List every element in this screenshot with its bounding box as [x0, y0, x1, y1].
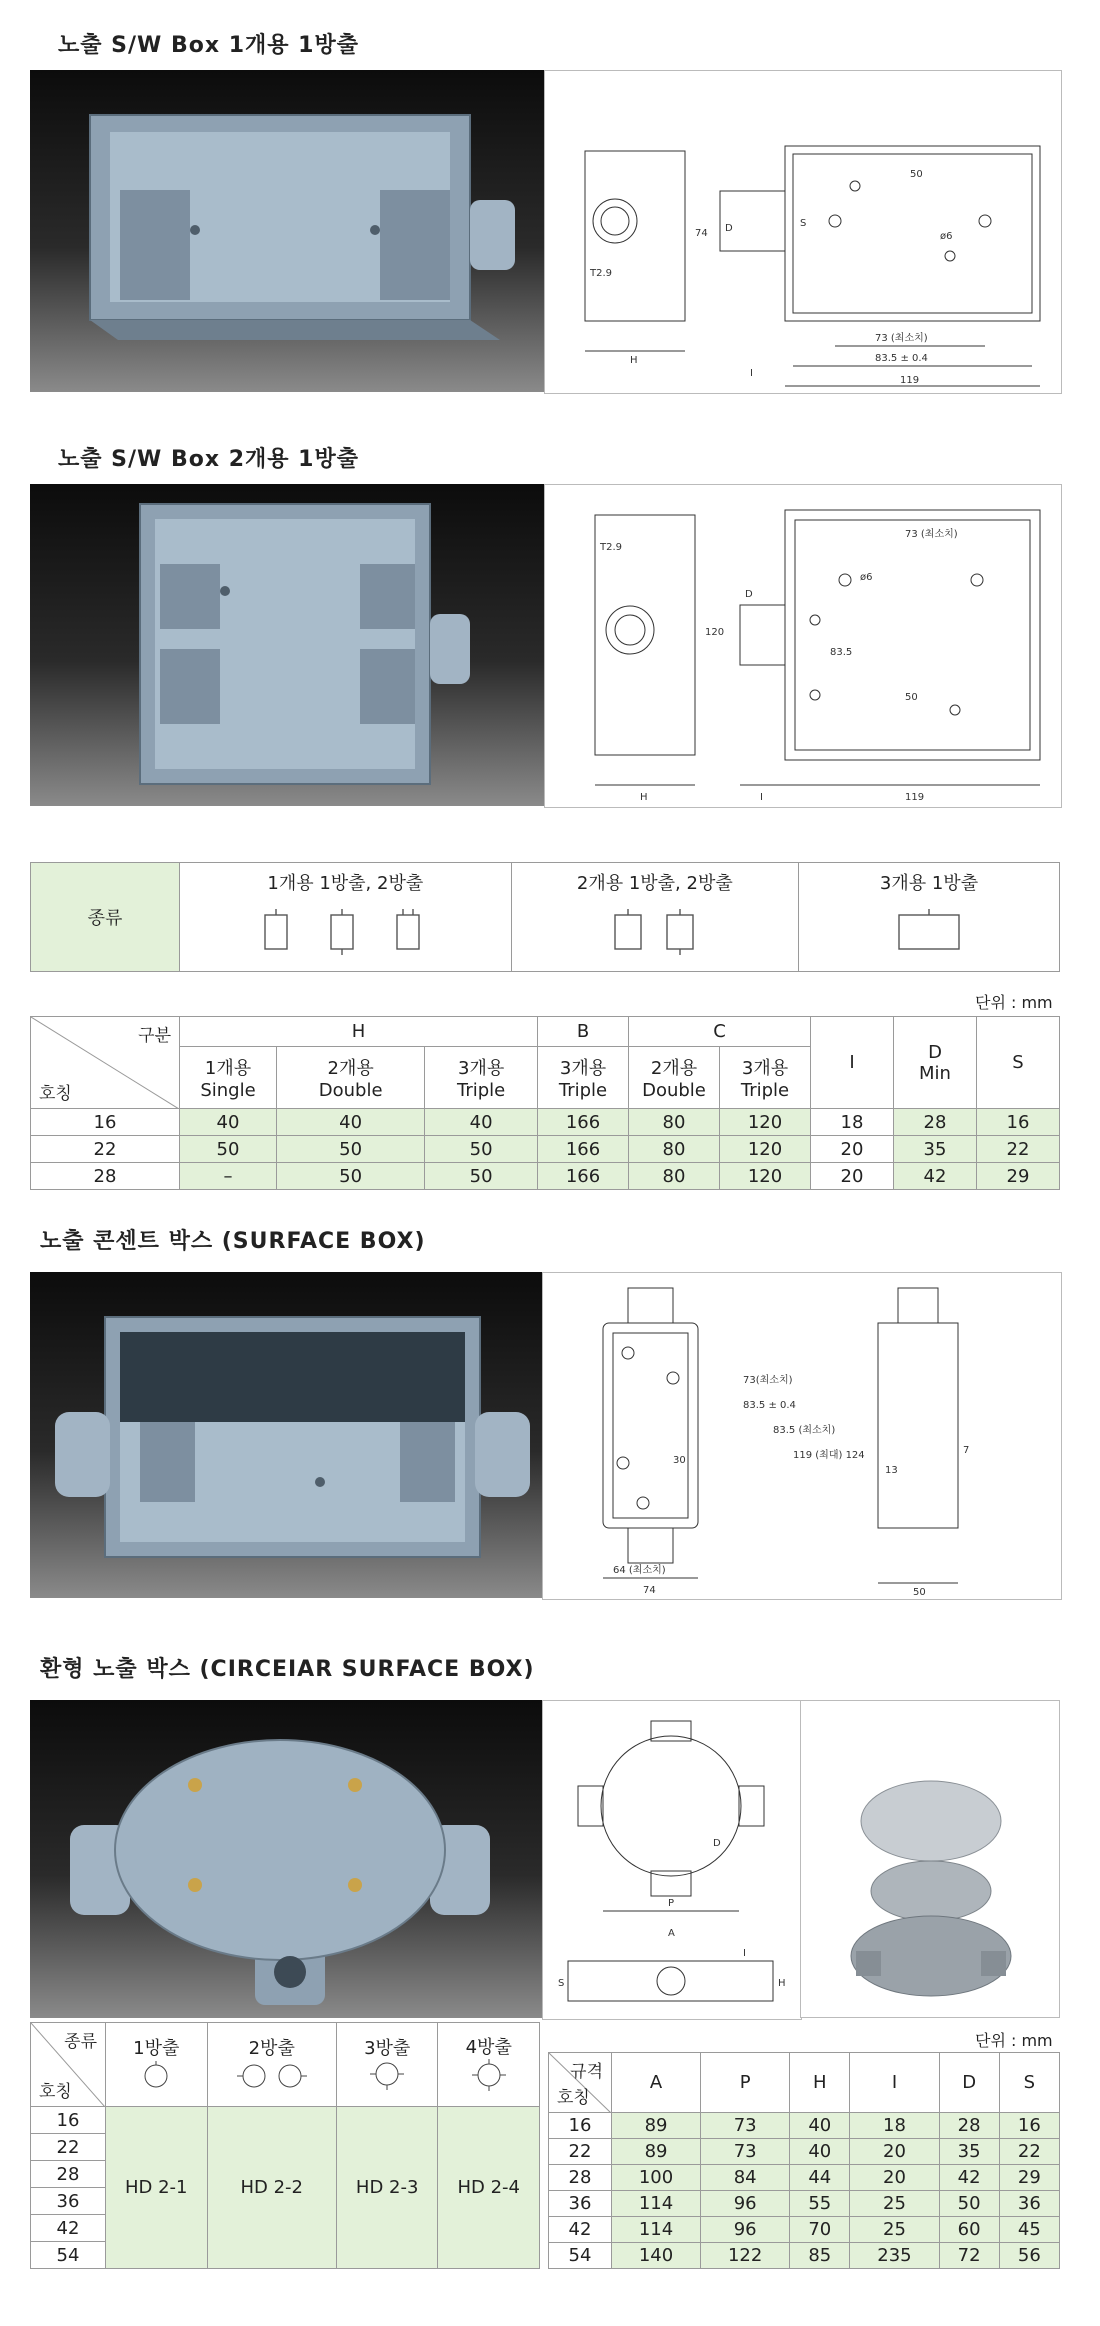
- cell: 25: [850, 2191, 939, 2217]
- dim-label: 74: [643, 1585, 656, 1596]
- cell: 122: [701, 2243, 790, 2269]
- cell: 28: [549, 2165, 612, 2191]
- corner-bottom-label: 호칭: [557, 2088, 590, 2108]
- cell: 96: [701, 2217, 790, 2243]
- cell: 50: [180, 1136, 277, 1163]
- outlet-header: [336, 2023, 438, 2107]
- dim-label: D: [713, 1838, 721, 1849]
- dimension-table: [30, 1016, 1060, 1190]
- cell: 29: [977, 1163, 1060, 1190]
- cell: 20: [850, 2165, 939, 2191]
- section-title-surface: 노출 콘센트 박스 (SURFACE BOX): [40, 1229, 426, 1254]
- cell: 20: [850, 2139, 939, 2165]
- outlet-header-label: 2방출: [248, 2038, 295, 2059]
- type-group-2: [511, 863, 798, 972]
- dim-label: ø6: [940, 231, 953, 242]
- cell: 28: [894, 1109, 977, 1136]
- four-outlet-icon: [464, 2059, 514, 2091]
- technical-drawing-surface: [542, 1272, 1062, 1600]
- dim-label: 119: [905, 792, 925, 803]
- outlet-header: [438, 2023, 540, 2107]
- corner-top-label: 구분: [138, 1026, 171, 1046]
- dim-label: S: [558, 1978, 565, 1989]
- corner-cell: [31, 1017, 180, 1109]
- spec-header: I: [850, 2053, 939, 2113]
- dim-label: D: [725, 223, 733, 234]
- dim-label: 83.5 ± 0.4: [875, 353, 928, 364]
- type-group-label: 3개용 1방출: [879, 873, 979, 894]
- type-group-1: [180, 863, 512, 972]
- cell: 120: [720, 1136, 811, 1163]
- cell: 89: [612, 2139, 701, 2165]
- product-photo-circle: [30, 1700, 542, 2018]
- spec-header: D: [939, 2053, 999, 2113]
- cell: 16: [549, 2113, 612, 2139]
- box-diagram-icon: [255, 907, 435, 957]
- table-row: [549, 2191, 1060, 2217]
- section-title-circle: 환형 노출 박스 (CIRCEIAR SURFACE BOX): [40, 1657, 535, 1682]
- cell: 44: [790, 2165, 850, 2191]
- table-row: [31, 1163, 1060, 1190]
- corner-top-label: 종류: [64, 2032, 97, 2052]
- subheader: 1개용 Single: [180, 1047, 277, 1109]
- product-photo-surface: [30, 1272, 542, 1598]
- table-row: [31, 1109, 1060, 1136]
- dim-label: A: [668, 1928, 675, 1939]
- corner-bottom-label: 호칭: [39, 2082, 72, 2102]
- cell: 29: [999, 2165, 1059, 2191]
- subheader: 3개용 Triple: [425, 1047, 538, 1109]
- dim-label: 13: [885, 1465, 898, 1476]
- product-photo-exploded: [800, 1700, 1060, 2018]
- cell: 42: [939, 2165, 999, 2191]
- cell: 22: [31, 1136, 180, 1163]
- dim-label: 83.5 (최소치): [773, 1425, 836, 1436]
- cell: 22: [977, 1136, 1060, 1163]
- dim-label: 64 (최소치): [613, 1565, 666, 1576]
- cell: 16: [31, 1109, 180, 1136]
- type-header: 종류: [31, 863, 180, 972]
- product-photo-sw2: [30, 484, 544, 806]
- cell: 50: [939, 2191, 999, 2217]
- cell: 40: [277, 1109, 425, 1136]
- dim-label: ø6: [860, 572, 873, 583]
- spec-header: H: [790, 2053, 850, 2113]
- code-cell: HD 2-1: [106, 2107, 208, 2269]
- dim-label: 83.5: [830, 647, 853, 658]
- cell: 50: [425, 1163, 538, 1190]
- cell: 120: [720, 1163, 811, 1190]
- cell: 56: [999, 2243, 1059, 2269]
- cell: 35: [939, 2139, 999, 2165]
- cell: 89: [612, 2113, 701, 2139]
- cell: 18: [850, 2113, 939, 2139]
- corner-bottom-label: 호칭: [39, 1084, 72, 1104]
- subheader: 3개용 Triple: [538, 1047, 629, 1109]
- group-c-header: C: [629, 1017, 811, 1047]
- cell: 114: [612, 2217, 701, 2243]
- box-diagram-icon: [879, 907, 979, 957]
- cell: 166: [538, 1109, 629, 1136]
- size-cell: 22: [31, 2134, 106, 2161]
- cell: 25: [850, 2217, 939, 2243]
- size-cell: 28: [31, 2161, 106, 2188]
- dim-label: 30: [673, 1455, 686, 1466]
- dim-label: 73(최소치): [743, 1375, 793, 1386]
- code-cell: HD 2-3: [336, 2107, 438, 2269]
- cell: 235: [850, 2243, 939, 2269]
- cell: 35: [894, 1136, 977, 1163]
- cell: 80: [629, 1136, 720, 1163]
- dim-label: 50: [913, 1587, 926, 1598]
- cell: 16: [977, 1109, 1060, 1136]
- cell: 54: [549, 2243, 612, 2269]
- spec-header: A: [612, 2053, 701, 2113]
- cell: 85: [790, 2243, 850, 2269]
- cell: 100: [612, 2165, 701, 2191]
- cell: –: [180, 1163, 277, 1190]
- one-outlet-icon: [136, 2060, 176, 2090]
- table-row: [549, 2165, 1060, 2191]
- cell: 140: [612, 2243, 701, 2269]
- type-group-label: 1개용 1방출, 2방출: [267, 873, 424, 894]
- cell: 40: [790, 2139, 850, 2165]
- type-table: [30, 862, 1060, 972]
- corner-top-label: 규격: [570, 2062, 603, 2082]
- cell: 20: [811, 1163, 894, 1190]
- group-b-header: B: [538, 1017, 629, 1047]
- col-s-header: S: [977, 1017, 1060, 1109]
- product-photo-sw1: [30, 70, 544, 392]
- dim-label: T2.9: [600, 542, 623, 553]
- table-row: [549, 2113, 1060, 2139]
- dim-label: I: [750, 368, 753, 379]
- cell: 96: [701, 2191, 790, 2217]
- cell: 166: [538, 1163, 629, 1190]
- spec-table: [548, 2052, 1060, 2269]
- cell: 84: [701, 2165, 790, 2191]
- cell: 40: [425, 1109, 538, 1136]
- outlet-header-label: 4방출: [465, 2037, 512, 2058]
- cell: 22: [549, 2139, 612, 2165]
- cell: 72: [939, 2243, 999, 2269]
- dim-label: D: [745, 589, 753, 600]
- dim-label: H: [640, 792, 648, 803]
- unit-label: 단위 : mm: [975, 2031, 1053, 2050]
- two-outlet-icon: [232, 2060, 312, 2090]
- cell: 42: [549, 2217, 612, 2243]
- table-row: [549, 2139, 1060, 2165]
- cell: 45: [999, 2217, 1059, 2243]
- dim-label: H: [630, 355, 638, 366]
- outlet-header: [207, 2023, 336, 2107]
- outlet-header-label: 1방출: [133, 2038, 180, 2059]
- subheader: 3개용 Triple: [720, 1047, 811, 1109]
- code-cell: HD 2-2: [207, 2107, 336, 2269]
- cell: 22: [999, 2139, 1059, 2165]
- cell: 166: [538, 1136, 629, 1163]
- cell: 18: [811, 1109, 894, 1136]
- dim-label: S: [800, 218, 807, 229]
- corner-cell: [549, 2053, 612, 2113]
- dim-label: I: [743, 1948, 746, 1959]
- spec-header: P: [701, 2053, 790, 2113]
- subheader: 2개용 Double: [629, 1047, 720, 1109]
- cell: 73: [701, 2113, 790, 2139]
- corner-cell: [31, 2023, 106, 2107]
- technical-drawing-sw2: [544, 484, 1062, 808]
- dim-label: P: [668, 1898, 675, 1909]
- cell: 55: [790, 2191, 850, 2217]
- cell: 50: [425, 1136, 538, 1163]
- cell: 80: [629, 1109, 720, 1136]
- cell: 40: [180, 1109, 277, 1136]
- table-row: [549, 2217, 1060, 2243]
- spec-header: S: [999, 2053, 1059, 2113]
- type-group-label: 2개용 1방출, 2방출: [576, 873, 733, 894]
- cell: 73: [701, 2139, 790, 2165]
- outlet-table: [30, 2022, 540, 2269]
- cell: 40: [790, 2113, 850, 2139]
- cell: 50: [277, 1136, 425, 1163]
- cell: 70: [790, 2217, 850, 2243]
- cell: 80: [629, 1163, 720, 1190]
- dim-label: H: [778, 1978, 786, 1989]
- dim-label: 74: [695, 228, 708, 239]
- cell: 114: [612, 2191, 701, 2217]
- cell: 20: [811, 1136, 894, 1163]
- size-cell: 36: [31, 2188, 106, 2215]
- cell: 120: [720, 1109, 811, 1136]
- size-cell: 16: [31, 2107, 106, 2134]
- size-cell: 54: [31, 2242, 106, 2269]
- cell: 60: [939, 2217, 999, 2243]
- cell: 36: [999, 2191, 1059, 2217]
- section-title-sw2: 노출 S/W Box 2개용 1방출: [58, 447, 359, 472]
- subheader: 2개용 Double: [277, 1047, 425, 1109]
- dim-label: 120: [705, 627, 725, 638]
- col-i-header: I: [811, 1017, 894, 1109]
- cell: 28: [939, 2113, 999, 2139]
- dim-label: 83.5 ± 0.4: [743, 1400, 796, 1411]
- dim-label: 119: [900, 375, 920, 386]
- cell: 28: [31, 1163, 180, 1190]
- dim-label: T2.9: [590, 268, 613, 279]
- cell: 50: [277, 1163, 425, 1190]
- box-diagram-icon: [595, 907, 715, 957]
- dim-label: 50: [910, 169, 923, 180]
- code-cell: HD 2-4: [438, 2107, 540, 2269]
- outlet-header: [106, 2023, 208, 2107]
- cell: 36: [549, 2191, 612, 2217]
- dim-label: 50: [905, 692, 918, 703]
- dim-label: 73 (최소치): [875, 333, 928, 344]
- outlet-header-label: 3방출: [364, 2038, 411, 2059]
- unit-label: 단위 : mm: [975, 993, 1053, 1012]
- table-row: [549, 2243, 1060, 2269]
- technical-drawing-circle: [542, 1700, 802, 2020]
- cell: 16: [999, 2113, 1059, 2139]
- dim-label: 7: [963, 1445, 970, 1456]
- section-title-sw1: 노출 S/W Box 1개용 1방출: [58, 33, 359, 58]
- type-group-3: [799, 863, 1060, 972]
- dim-label: 73 (최소치): [905, 529, 958, 540]
- technical-drawing-sw1: [544, 70, 1062, 394]
- dim-label: I: [760, 792, 763, 803]
- size-cell: 42: [31, 2215, 106, 2242]
- cell: 42: [894, 1163, 977, 1190]
- three-outlet-icon: [362, 2060, 412, 2090]
- col-d-header: D Min: [894, 1017, 977, 1109]
- table-row: [31, 1136, 1060, 1163]
- group-h-header: H: [180, 1017, 538, 1047]
- dim-label: 119 (최대) 124: [793, 1450, 865, 1461]
